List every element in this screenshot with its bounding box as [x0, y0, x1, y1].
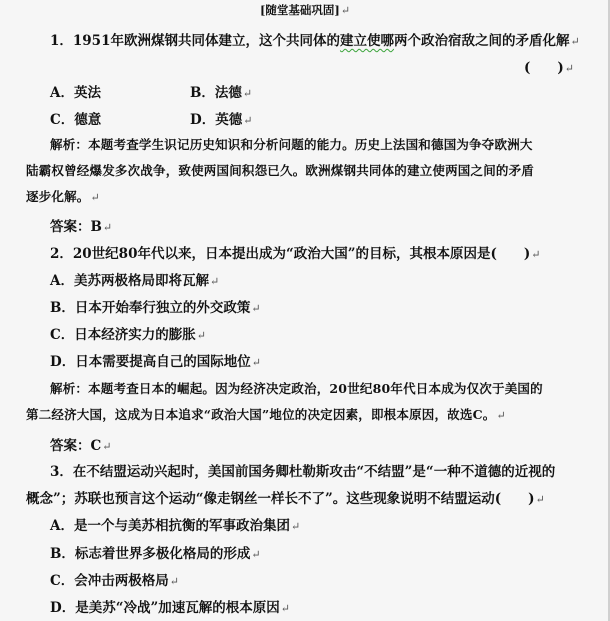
q1-option-c: C．德意: [50, 112, 102, 128]
q1-option-a: A．英法: [50, 85, 101, 101]
spellcheck-underline: 建立使哪: [339, 33, 394, 49]
q3-option-c: C．会冲击两极格局↵: [50, 573, 179, 589]
q2-option-d: D．日本需要提高自己的国际地位↵: [50, 354, 261, 370]
paragraph-mark: ↵: [340, 4, 351, 17]
q2-explanation-line1: 解析：本题考查日本的崛起。因为经济决定政治，20世纪80年代日本成为仅次于美国的: [50, 381, 543, 396]
section-title: [随堂基础巩固]: [259, 3, 340, 17]
section-header: [0, 2, 610, 18]
q1-stem: 1．1951年欧洲煤钢共同体建立，这个共同体的建立使哪两个政治宿敌之间的矛盾化解↵: [50, 33, 580, 49]
q3-option-a: A．是一个与美苏相抗衡的军事政治集团↵: [50, 518, 301, 534]
q2-option-a: A．美苏两极格局即将瓦解↵: [50, 273, 220, 289]
q1-paren: ( )↵: [524, 60, 574, 76]
q2-answer: 答案：C↵: [50, 438, 112, 454]
q2-option-c: C．日本经济实力的膨胀↵: [50, 327, 206, 343]
q1-explanation-line1: 解析：本题考查学生识记历史知识和分析问题的能力。历史上法国和德国为争夺欧洲大: [50, 137, 533, 152]
q3-option-b: B．标志着世界多极化格局的形成↵: [50, 546, 261, 562]
q1-option-d: D．英德↵: [190, 112, 253, 128]
q2-stem: 2．20世纪80年代以来，日本提出成为“政治大国”的目标，其根本原因是( )↵: [50, 246, 541, 262]
q3-option-d: D．是美苏“冷战”加速瓦解的根本原因↵: [50, 600, 290, 616]
q1-option-b: B．法德↵: [190, 85, 253, 101]
q3-stem-line1: 3．在不结盟运动兴起时，美国前国务卿杜勒斯攻击“不结盟”是“一种不道德的近视的: [50, 464, 556, 480]
q2-option-b: B．日本开始奉行独立的外交政策↵: [50, 300, 261, 316]
q1-explanation-line2: 陆霸权曾经爆发多次战争，致使两国间积怨已久。欧洲煤钢共同体的建立使两国之间的矛盾: [26, 163, 535, 178]
q1-explanation-line3: 逐步化解。↵: [26, 189, 100, 204]
q2-explanation-line2: 第二经济大国，这成为日本追求“政治大国”地位的决定因素，即根本原因，故选C。↵: [26, 407, 506, 422]
q1-answer: 答案：B↵: [50, 219, 113, 235]
q3-stem-line2: 概念”；苏联也预言这个运动“像走钢丝一样长不了”。这些现象说明不结盟运动( )↵: [26, 491, 545, 507]
